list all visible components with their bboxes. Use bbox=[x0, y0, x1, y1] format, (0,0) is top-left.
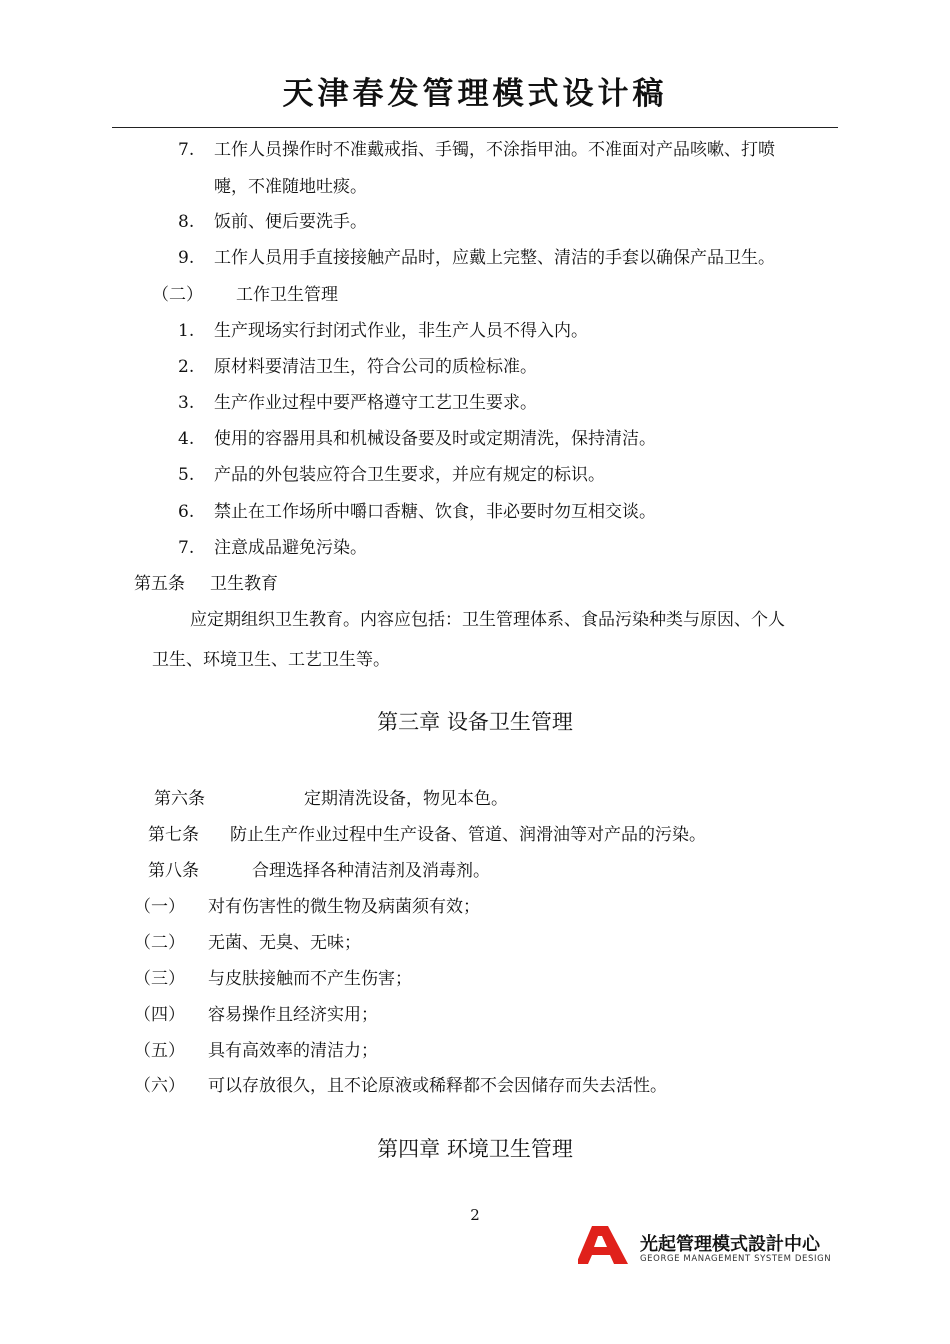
item-number: （六） bbox=[134, 1076, 185, 1096]
list-item bbox=[178, 247, 775, 269]
article-heading bbox=[134, 573, 278, 595]
list-item bbox=[134, 1040, 378, 1062]
item-text: 饭前、便后要洗手。 bbox=[214, 212, 367, 232]
item-text: 使用的容器用具和机械设备要及时或定期清洗，保持清洁。 bbox=[214, 429, 656, 449]
item-text: 无菌、无臭、无味； bbox=[208, 933, 361, 953]
article-label: 第八条 bbox=[148, 861, 199, 881]
item-number: （二） bbox=[134, 933, 185, 953]
header-divider bbox=[112, 127, 838, 128]
article-heading bbox=[148, 824, 706, 846]
list-item bbox=[178, 392, 537, 414]
article-body: 应定期组织卫生教育。内容应包括：卫生管理体系、食品污染种类与原因、个人 bbox=[190, 610, 785, 630]
item-text: 具有高效率的清洁力； bbox=[208, 1041, 378, 1061]
list-item bbox=[178, 501, 656, 523]
list-item bbox=[178, 537, 367, 559]
company-logo bbox=[578, 1224, 840, 1268]
list-item-continuation: 嚏，不准随地吐痰。 bbox=[214, 177, 367, 197]
chapter-title: 第三章 设备卫生管理 bbox=[377, 710, 573, 734]
document-header-title: 天津春发管理模式设计稿 bbox=[282, 76, 668, 112]
item-number: （一） bbox=[134, 897, 185, 917]
list-item bbox=[178, 464, 605, 486]
list-item bbox=[134, 1075, 667, 1097]
item-text: 工作人员操作时不准戴戒指、手镯，不涂指甲油。不准面对产品咳嗽、打喷 bbox=[214, 140, 775, 160]
item-number: 1. bbox=[178, 321, 195, 341]
list-item bbox=[134, 932, 361, 954]
article-body: 卫生、环境卫生、工艺卫生等。 bbox=[152, 650, 390, 670]
article-label: 第五条 bbox=[134, 574, 185, 594]
item-text: 可以存放很久，且不论原液或稀释都不会因储存而失去活性。 bbox=[208, 1076, 667, 1096]
item-number: 7. bbox=[178, 140, 195, 160]
item-text: 生产作业过程中要严格遵守工艺卫生要求。 bbox=[214, 393, 537, 413]
article-label: 第七条 bbox=[148, 825, 199, 845]
item-text: 禁止在工作场所中嚼口香糖、饮食，非必要时勿互相交谈。 bbox=[214, 502, 656, 522]
list-item bbox=[178, 320, 588, 342]
item-number: 9. bbox=[178, 248, 195, 268]
list-item bbox=[134, 1004, 378, 1026]
item-text: 对有伤害性的微生物及病菌须有效； bbox=[208, 897, 480, 917]
article-heading bbox=[154, 788, 508, 810]
item-number: 4. bbox=[178, 429, 195, 449]
article-heading bbox=[148, 860, 490, 882]
item-text: 生产现场实行封闭式作业，非生产人员不得入内。 bbox=[214, 321, 588, 341]
list-item bbox=[178, 139, 775, 161]
item-number: 6. bbox=[178, 502, 195, 522]
page-number: 2 bbox=[470, 1206, 480, 1224]
item-text: 工作人员用手直接接触产品时，应戴上完整、清洁的手套以确保产品卫生。 bbox=[214, 248, 775, 268]
item-number: （五） bbox=[134, 1041, 185, 1061]
item-text: 原材料要清洁卫生，符合公司的质检标准。 bbox=[214, 357, 537, 377]
logo-english-name: GEORGE MANAGEMENT SYSTEM DESIGN bbox=[640, 1254, 832, 1264]
article-title: 卫生教育 bbox=[210, 574, 278, 594]
item-number: 5. bbox=[178, 465, 195, 485]
logo-chinese-name: 光起管理模式設計中心 bbox=[640, 1234, 820, 1255]
list-item bbox=[178, 356, 537, 378]
list-item bbox=[134, 896, 480, 918]
item-text: 与皮肤接触而不产生伤害； bbox=[208, 969, 412, 989]
section-heading bbox=[152, 284, 338, 306]
logo-mark-icon bbox=[578, 1226, 634, 1266]
article-text: 定期清洗设备，物见本色。 bbox=[304, 789, 508, 809]
item-text: 注意成品避免污染。 bbox=[214, 538, 367, 558]
item-number: 3. bbox=[178, 393, 195, 413]
item-text: 产品的外包装应符合卫生要求，并应有规定的标识。 bbox=[214, 465, 605, 485]
section-title: 工作卫生管理 bbox=[236, 285, 338, 305]
list-item bbox=[134, 968, 412, 990]
list-item bbox=[178, 428, 656, 450]
article-text: 合理选择各种清洁剂及消毒剂。 bbox=[252, 861, 490, 881]
list-item bbox=[178, 211, 367, 233]
article-text: 防止生产作业过程中生产设备、管道、润滑油等对产品的污染。 bbox=[230, 825, 706, 845]
section-number: （二） bbox=[152, 285, 203, 305]
item-number: 8. bbox=[178, 212, 195, 232]
article-label: 第六条 bbox=[154, 789, 205, 809]
item-number: 7. bbox=[178, 538, 195, 558]
item-number: （三） bbox=[134, 969, 185, 989]
item-number: 2. bbox=[178, 357, 195, 377]
item-number: （四） bbox=[134, 1005, 185, 1025]
chapter-title: 第四章 环境卫生管理 bbox=[377, 1137, 573, 1161]
item-text: 容易操作且经济实用； bbox=[208, 1005, 378, 1025]
